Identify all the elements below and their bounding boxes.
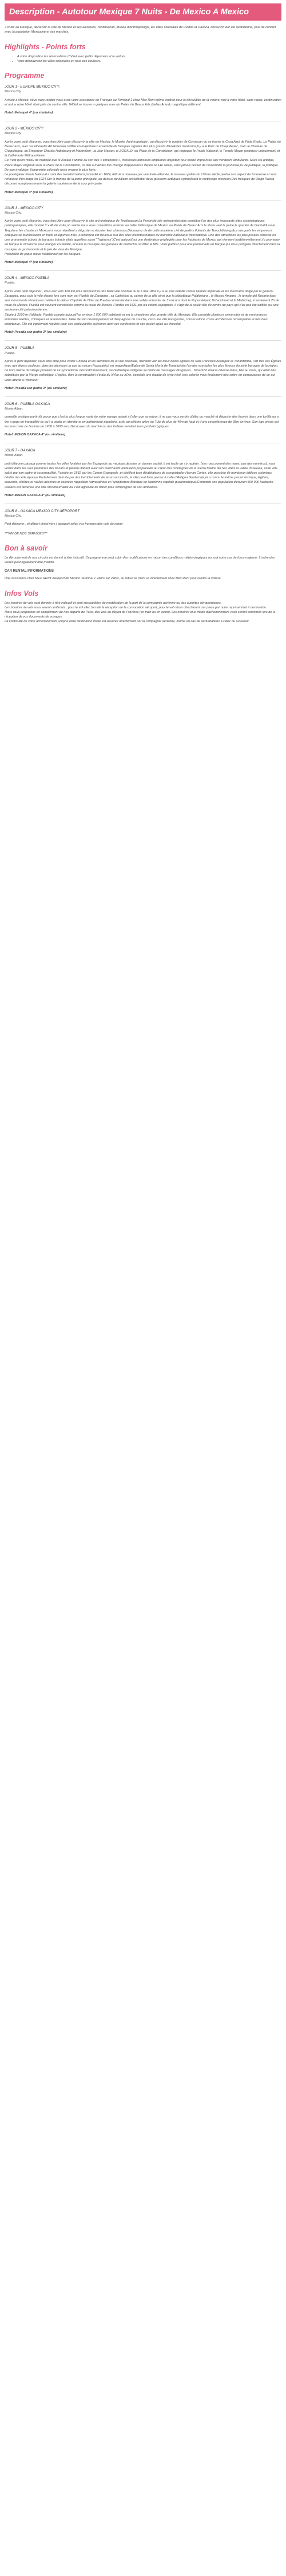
day-block: [5, 206, 281, 271]
day-city: Monte Alban.: [5, 454, 23, 458]
good-to-know-text: Le déroulement de nos circuits est donné à titre indicatif. Ce programme peut subir des modifications en raison des conditions météorologiques ou tout autre cas de force majeure. L'ordre des visites peut également être modifié.: [5, 556, 275, 565]
day-description: conseille pratique partir tôt parce que c'est la plus longue route de votre voyage autant a l'aller que au retour ,il ne pas vous perdre d'aller ou marché et déguster des fournis dans une tortilla ou a lire a gogo en tranquillité ce qu'il a perdu en identité et en authenticité populaire, arrêt au célèbre arbre de Tule de plus de 40m de haut et d'une circonférence de 35m environ, Son âge précis est inconnu mais on l'estime de 1200 à 3000 ans, Découvrez du marché ou des Indiens vendent leurs produits typiques.: [5, 415, 279, 428]
day-description: Après le petit déjeuner, vous êtes libre pour visiter Cholula et les alentours de la ville coloniale, méritent voir les deux belles églises de San Francisco Acatepec et Tonantzintla, l'art des ses Églises avec des divers couleurs, dans les alentours ia vue au volcan Popocatécil est magnifique(Eglise de Santa María de Tonantzintla l'un des exemples les plus féroces du style baroque de la région. Le nom même du village provient de ce syncrétisme décoratif foisonnant, où l'esthétique indigène se teinte de messages liturgiques , Tonantzin était la déesse-mère, liée au maïs, qui allait être substituée par la Vierge catholique, L'église, dont la construction s'étala du XVIIe au XIXe, possède une façade de style néol, très colorée mais finalement très sobre en comparaison de ce qui vous attend à l'intérieur.: [5, 359, 281, 382]
day-city: Mexico City.: [5, 514, 22, 518]
day-city: Puebla.: [5, 351, 15, 355]
page: [0, 0, 286, 630]
day-title: JOUR 5 - PUEBLA: [5, 346, 34, 351]
day-block: [5, 509, 281, 536]
day-description: Petit déjeuner , et départ direct vers l aeroport selon vos horaires des vols du retour ***FIN DE NOS SERVICES***: [5, 522, 123, 536]
day-city: Mexico City.: [5, 90, 22, 94]
day-block: [5, 449, 281, 504]
day-title: JOUR 1 - EUROPE MEXICO CITY.: [5, 85, 60, 89]
day-hotel: Hotel: Metropol 4* (ou similaire): [5, 111, 53, 115]
day-title: JOUR 6 - PUEBLA OAXACA: [5, 402, 50, 406]
car-rental-text: Une assistance chez MEX RENT Aeroport de Mexico Terminal 1 24hrs sur 24hrs, au retour le client va directement chez Mex Rent pour rendre la voiture.: [5, 577, 222, 581]
day-hotel: Hotel: Posada san pedro 3* (ou similaire): [5, 386, 67, 390]
divider: [5, 340, 281, 341]
day-description: Après votre petit déjeuner , vous irez vers 120 km pour découvrir la très belle ville colonial ou le 5 mai 1862 il y a eu une bataille contre l'armée impériale et les mexicains dirige par le general Zaragoza, pour cela la ville depuis lors sont nom est Puebla de Zaragoza , sa Cathédral au centre de la ville ainsi que la bibliotèque Palafoxiana , le Museo Amparo , le temple del Rosario tous son monuments historiques méritent le détour.Capitale de l'Etat de Puebla construite dans une vallée entourée de 3 volcans dont le Popocatépetl, l'Ixtaccihuatl et la Malinche), é seulement 2h de route de Mexico, Puebla est souvent considérée comme la rivale de Mexico. Fondée en 1531 par les colons espagnols, il s'agit de la seule ville du centre du pays qui n'ait pas été édifiée sur une ancienne cité précolombienne. Située à 2160 m d'altitude, Puebla compte aujourd'hui environ 1 500 000 habitants et est la cinquième plus grande ville du Mexique. Elle possède plusieurs universités et de nombreuses industries textiles, chimiques et automobiles. Fière de son développement et d'espagnols de souche, c'est une ville bourgeoise, conservatrice, d'une architecture remarquable et très bien entretenue. Elle est également réputée pour ses particularités culinaires dont ses confiseries et son poulet épicé au chocolat.: [5, 289, 279, 326]
highlights-heading: Highlights - Points forts: [5, 42, 86, 51]
programme-heading: Programme: [5, 72, 45, 80]
good-to-know-heading: Bon à savoir: [5, 544, 48, 553]
day-title: JOUR 7 - OAXACA: [5, 449, 35, 453]
day-city: Mexico City.: [5, 211, 22, 215]
highlight-item: • Vous découvrirez les villes coloniales en tous ces couleurs.: [17, 59, 281, 64]
intro-text: 7 Nuits au Mexique, découvrir la ville de Mexico et ses alentours, Teotihuacan, Musée d'Anthropologie, les villes coloniales de Puebla et Oaxaca, découvrir leur vie quotidienne, plus de contact avec la population Mexicaine et ses marchés.: [5, 26, 276, 34]
day-hotel: Hotel: Metropol 4* (ou similaire): [5, 190, 53, 194]
day-title: JOUR 8 - OAXACA MEXICO CITY AEROPORT: [5, 509, 80, 514]
page-title: Description - Autotour Mexique 7 Nuits - De Mexico A Mexico: [5, 3, 281, 21]
day-hotel: Hotel: MISION OAXACA 4* (ou similaire): [5, 432, 66, 436]
day-block: [5, 127, 281, 201]
day-city: Mexico City.: [5, 132, 22, 136]
divider: [5, 396, 281, 397]
day-title: JOUR 4 - MEXICO PUEBLA: [5, 276, 50, 281]
day-list: [5, 85, 281, 536]
day-block: [5, 346, 281, 397]
flight-info-text: Les horaires de vols sont donnés à titre indicatif et sont susceptibles de modification de la part de la compagnie aérienne ou des autorités aéroportuaires. Les horaires de vols vous seront confirmés : pour le vol aller, lors de la réception de la convocation aéroport, pour le vol retour directement sur place par notre représentant à destination. Nous vous proposons en complément de nos départs de Paris, des vols au départ de Province (en train ou en avion). Les horaires et le mode d'acheminement vous seront confirmés lors de la réception de vos documents de voyages. La continuité de votre acheminement jusqu'à votre destination finale est assurée directement par la compagnie aérienne, même en cas de perturbations à l'aller ou au retour.: [5, 601, 276, 624]
day-block: [5, 276, 281, 341]
divider: [5, 270, 281, 271]
day-city: Monte Alban.: [5, 407, 23, 411]
flight-info-heading: Infos Vols: [5, 589, 39, 597]
car-rental-heading: CAR RENTAL INFORMATIONS: [5, 569, 54, 573]
day-title: JOUR 2 - MEXICO CITY: [5, 127, 43, 131]
day-title: JOUR 3 - MEXICO CITY: [5, 206, 43, 210]
day-city: Puebla.: [5, 281, 15, 285]
day-block: [5, 402, 281, 443]
day-description: Après votre petit déjeuner, vous êtes libre pour découvrir la ville de Mexico, le Musée d'anthropologie , ou découvrir le quartier de Coyoacan ou se trouve la Casa Azul de Frida Khalo, Le Palais de Beaux arts, avec sa silhouette Art Nouveau coiffée en majestueux ensemble de fresques signées des plus grands Muralistes mexicains,Il y a le Parc de Chapultepec, avec le Chateau de Chapultepec, ou Empereur Charles Habsbourg et Maximilien , la Jour Maison, le ZOCALO, ou Place de la Constitution, qui regroupe le Palais National, le Temple Mayor (extérieur uniquement) et la Cathédrale Métropolitaine. Ce n'est qu'en milieu de matinée que le Zocalo s'anime au son des « concheros », intéressés danseurs emplumés disputant leur scène improvisée aux vendeurs ambulants. Sous-sol antique, Place Mayor englouti sous la Place de la Constitution, ce lieu a maintes fois changé d'apparences depuis le 14e siècle, sans jamais cesser de rassembler la jeunesse,la vie publique, la politique. De son évolution, l'empreinte coloniale reste encore la plus forte. Le prestigieux Palais National a subi des transformations,incendié en 1624, détruit à nouveau par une foule affamée, le nouveau palais du 17ème siècle perdra son aspect de forteresse et sera rehaussé d'un étage en 1924.Sur le fronton de la porte principale, au-dessus du balcon présidentiel deux guerriers aztèques symbolisant le métissage mexicain.Des fresques de Diego Rivera décorent somptueusement la galerie supérieure de la cour principale.: [5, 140, 281, 186]
day-hotel: Hotel: Posada san pedro 3* (ou similaire): [5, 331, 67, 335]
highlight-item: • A votre disposition les réservations d'hôtel avec petits déjeuners et la voiture.: [17, 54, 281, 59]
day-description: Arrivée à Mexico, vous avez rendez vous avec votre assistance en Français au Terminal 1 chez Mex Rent même endroit pour la dévolution de la voiture, nuit a votre hôtel, sans repas, continuation et nuit a votre hôtel situé près du centre ville. l'Hôtel se trouve a quelques rues du Palais de Beaux Arts (bellas Artes), magnifique bâtiment.: [5, 98, 281, 107]
day-description: petit déjeuner,oaxaca comme toutes les villes fondées par les Espagnols au mexique,dessine un damier parfait, il est facile de s'y repérer .(ses rues portent des noms, pas des numéros), vous verrez dans les rues piétonnes des bazars et piétons flânant avec son marchands ambulants,l'esplanade au cœur des montagnes de la Sierra Madre del Sur, dans la vallée d'Oaxaca, cette ville salué par son cadre et sa tranquillité, Fondée en 1532 par les Colons Espagnols ,et distillent tous d'habitations de conquistador Hernan Cortés, elle possède de nombreux édifices coloniaux hérités de cette époque.Parfaitement détruite par des tremblements de terre successifs, la ville peut faire penser à celle d'Antigua Guatemala,et a connu le même passé sismique, Églises, couvents, cloîtres et ruelles désertes et colorées rappellent l'atmosphère et l'architecture Baroque de l'ancienne capitale guatémaltèque.Comptant une population d'environ 500 000 habitants, Oaxaca est devenue une ville incontournable où il est agréable de flâner pour s'imprégner de son ambiance.: [5, 462, 277, 489]
day-description: Après votre petit déjeuner, vous êtes libre pour découvrir le site archéologique de Teotihuacan,La Pyramide,site mésoaméricaine constitue l'un des plus imposants sites archéologiques préhispaniques, elle montré 3 x 4h de visite,on soirée nous vous conseillons assister au ballet folklorique de Mexico au Palais de Beaux Arts le show vaut la peine,le quartier de Garibaldi ou le Tequila et les chanteurs Mexicains vous réveillent a déguster et écouter leur chansons,Découvrez de de cette ancienne cité de jardins flottants de Tenochtitlan grâce auxquels les empereurs aztèques se fournissaient en fruits et légumes frais, Xochimilco est devenue l'un des sites incontournables du tourisme national et international. Une des attractions les plus prisées consiste en une promenade à bord de barques à fonds plats appelées aussi "Trajineras",C'est aujourd'hui une destination privilégiée pour les habitants de Mexico qui viennent traditionnellement s'y promener en barque le dimanche pour manger en famille, écouter la musique des groupes de mariachis ou fêter la fête. Vous partirez pour une promenade en barque qui vous plongera directement dans la musique, la gastronomie et la joie de vivre du Mexique. Possibilité de pique-nique traditionnel sur les barques.: [5, 219, 280, 256]
day-block: [5, 85, 281, 121]
divider: [5, 200, 281, 201]
day-hotel: Hotel: MISION OAXACA 4* (ou similaire): [5, 493, 66, 497]
day-hotel: Hotel: Metropol 4* (ou similaire): [5, 260, 53, 264]
highlights-list: [5, 54, 281, 64]
